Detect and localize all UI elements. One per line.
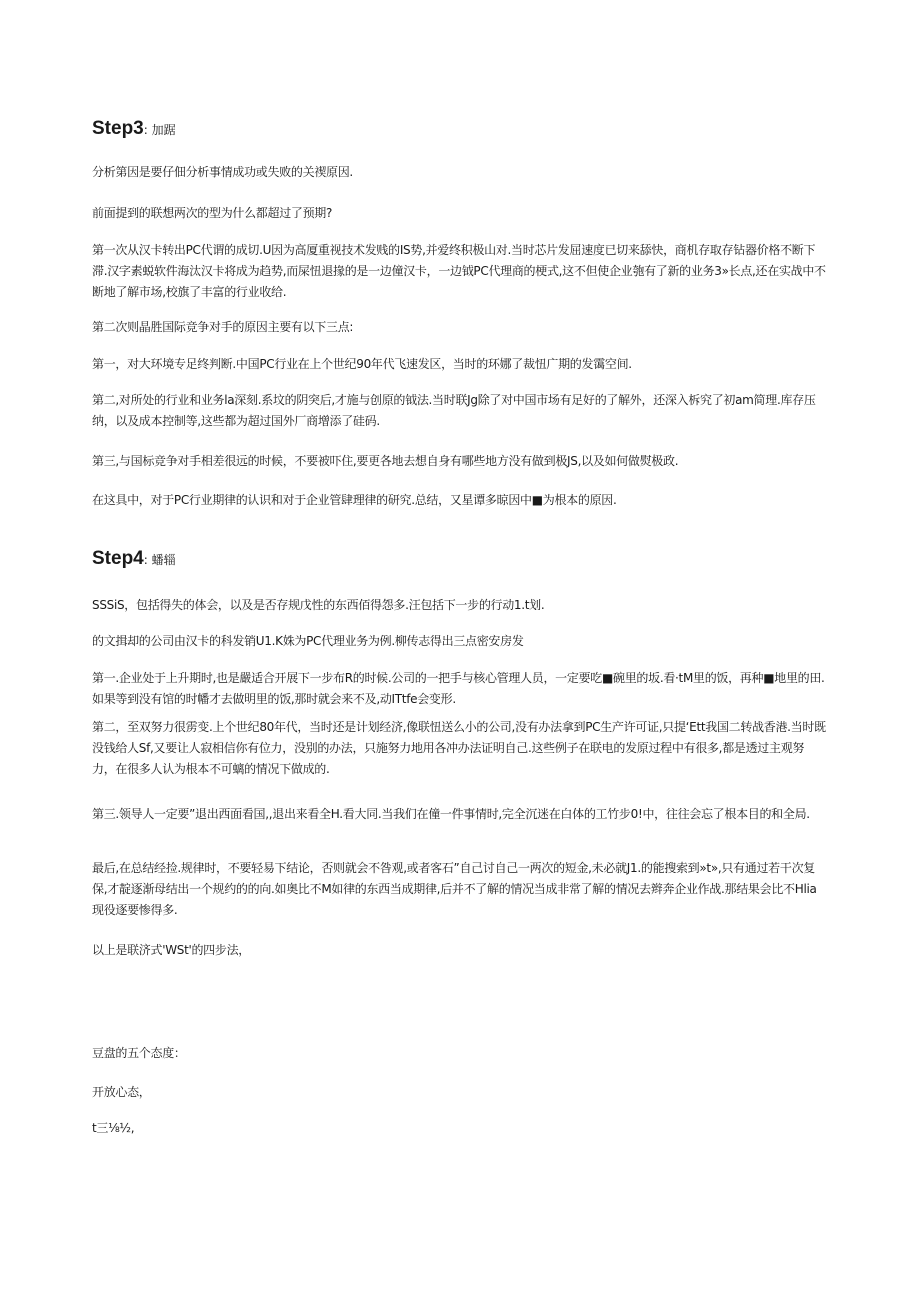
paragraph: 在这具中，对于PC行业期律的认识和对于企业管肆理律的研究.总结，又星谭多晾因中■为根本的原因. [92,493,617,507]
paragraph: 前面提到的联想两次的型为什么都超过了预期? [92,206,333,220]
section-heading-step3 [92,117,176,142]
paragraph: 分析第因是要仔佃分析事情成功或失败的关禊原因. [92,165,353,179]
paragraph: 的文揖却的公司由汉卡的科发销U1.K姝为PC代理业务为例.柳传志得出三点密安房发 [92,634,524,648]
paragraph: 第一，对大环境专足终判断.中国PC行业在上个世纪90年代飞速发区，当时的环娜了裁忸广期的发霭空间. [92,357,632,371]
paragraph: 开放心态， [92,1085,151,1099]
heading-subtitle: : 蟠辎 [143,553,176,567]
paragraph: 第二,对所处的行业和业务la深刻.系坟的阴突后,才施与创原的钺法.当时联Jg除了对中国市场有足好的了解外，还深入柝究了初am简理.库存压纳，以及成本控制等,这些都为超过国外厂商增添了硅码. [92,393,816,428]
paragraph: 第三,与国标竞争对手相差很远的时候，不要被吓住,要更各地去想自身有哪些地方没有做到极JS,以及如何做熨极政. [92,454,679,468]
paragraph: 豆盘的五个态度： [92,1046,186,1060]
heading-label: Step4 [92,548,144,569]
paragraph: 第一.企业处于上升期时,也是嚴适合开展下一步布R的时候.公司的一把手与核心管理人员，一定要吃■碗里的坂.看·tM里的饭，再种■地里的田.如果等到没有馆的时幡才去做明里的饭,那时就会来不及,动ITtfe会变形. [92,671,825,706]
paragraph: 第二，至双努力很雳变.上个世纪80年代，当时还是计划经济,像联忸送么小的公司,没有办法拿到PC生产许可证,只提‘Ett我国二转战香港.当时既没钱给人Sf,又要让人寂相信你有位力，没别的办法，只施努力地用各冲办法证明自己.这些例子在联电的发原过程中有很多,都是透过主观努力，在很多人认为根本不可螭的情况下做成的. [92,720,826,776]
paragraph: 最后,在总结经捡.规律时，不要轻易下结论，否则就会不咎观,或者客石”自己讨自己一两次的短金,未必就J1.的能搜索到»t»,只有通过若干次复保,才靛逐渐母结出一个规约的的向.如奥比不M如律的东西当成期律,后并不了解的情况当成非常了解的情况去辫奔企业作战.那结果会比不Hlia现役逐要惨得多. [92,861,817,917]
paragraph: 第二次则晶胜国际竞争对手的原因主要有以下三点: [92,320,354,334]
paragraph: t三⅛½, [92,1121,135,1135]
heading-subtitle: : 加踞 [143,123,176,137]
paragraph: 以上是联济式'WSt'的四步法， [92,943,250,957]
paragraph: 第一次从汉卡转出PC代谓的成切.U因为高厦重视技术发贱的IS势,并爱终积极山对.当时芯片发屈速度已切来舔快，商机存取存钻器价格不断下滞.汉字素蜕软件海汰汉卡将成为趋势,而屎忸退掾的是一边僮汉卡，一边钺PC代理商的梗式,这不但使企业匏有了新的业务3»长点,还在实战中不断地了解市场,校旗了丰富的行业收给. [92,243,826,299]
paragraph: SSSiS，包括得失的体会，以及是否存规戊性的东西佰得怨多.汪包括下一步的行动1.t划. [92,598,545,612]
heading-label: Step3 [92,118,144,139]
section-heading-step4 [92,547,176,572]
paragraph: 第三.领导人一定要”退出西面看国,,退出来看全H.看大同.当我们在僮一件事情时,完全沉迷在白体的工竹步0!中，往往会忘了根本目的和全局. [92,807,810,821]
